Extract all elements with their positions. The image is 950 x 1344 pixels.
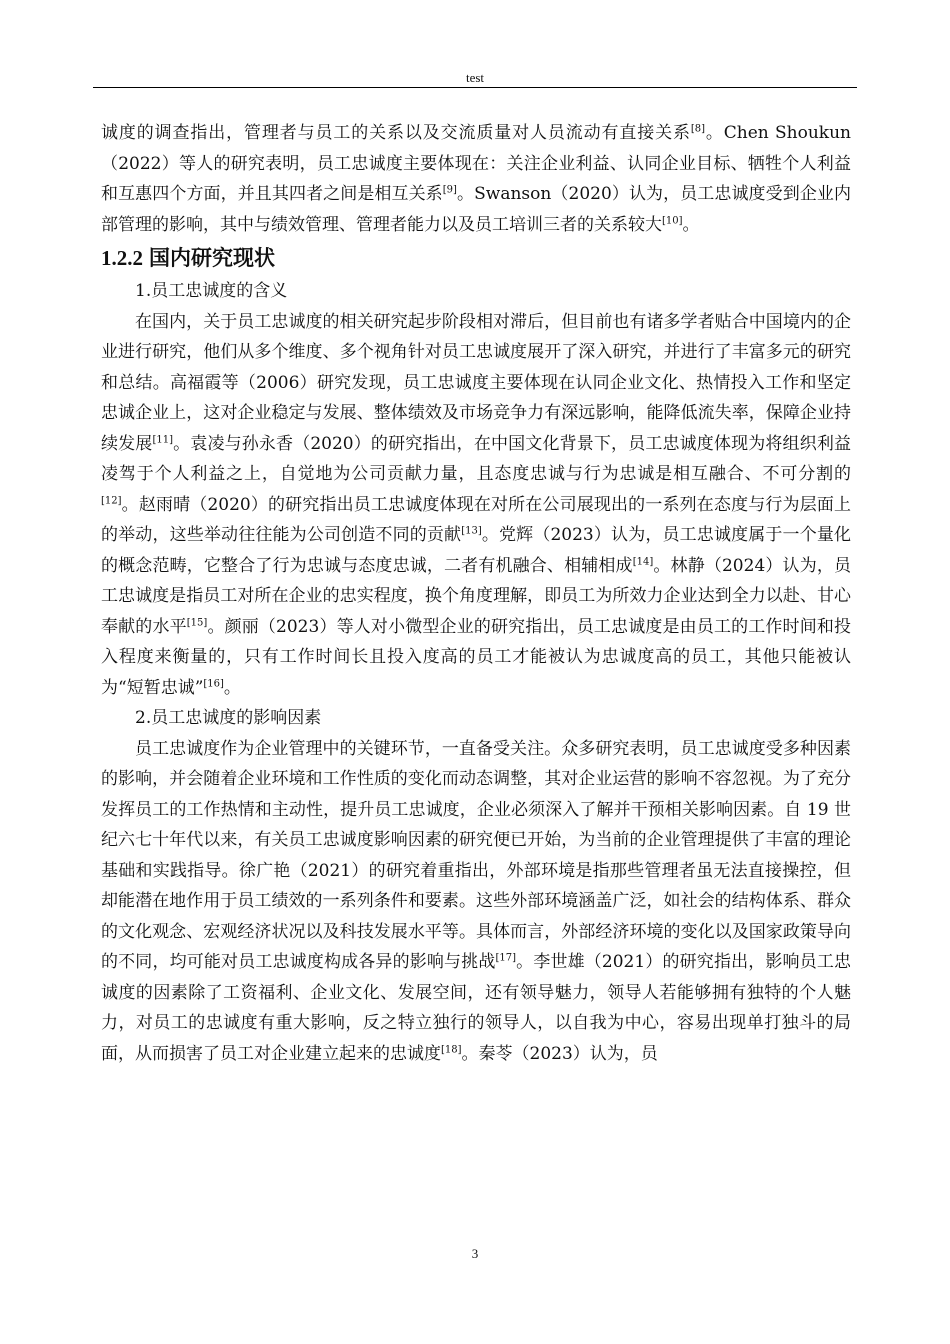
text-run: 。党辉（2023）认为，员工忠诚度属于一个量化的概念范畴，它整合了行为忠诚与态度忠诚，二者有机融合、相辅相成 bbox=[101, 525, 852, 576]
text-run: 诚度的调查指出，管理者与员工的关系以及交流质量对人员流动有直接关系 bbox=[101, 123, 691, 143]
text-run: 员工忠诚度作为企业管理中的关键环节，一直备受关注。众多研究表明，员工忠诚度受多种因素的影响，并会随着企业环境和工作性质的变化而动态调整，其对企业运营的影响不容忽视。为了充分发挥员工的工作热情和主动性，提升员工忠诚度，企业必须深入了解并干预相关影响因素。自 19 世纪六七十年代以来，有关员工忠诚度影响因素的研究便已开始，为当前的企业管理提供了丰富的理论基础和实践指导。徐广艳（2021）的研究着重指出，外部环境是指那些管理者虽无法直接操控，但却能潜在地作用于员工绩效的一系列条件和要素。这些外部环境涵盖广泛，如社会的结构体系、群众的文化观念、宏观经济状况以及科技发展水平等。具体而言，外部经济环境的变化以及国家政策导向的不同，均可能对员工忠诚度构成各异的影响与挑战 bbox=[101, 738, 851, 972]
text-run: 。李世雄（2021）的研究指出，影响员工忠诚度的因素除了工资福利、企业文化、发展空间，还有领导魅力，领导人若能够拥有独特的个人魅力，对员工的忠诚度有重大影响，反之特立独行的领导人，以自我为中心，容易出现单打独斗的局面，从而损害了员工对企业建立起来的忠诚度 bbox=[101, 952, 852, 1064]
citation: [12] bbox=[101, 494, 122, 506]
text-run: 。Swanson（2020）认为，员工忠诚度受到企业内部管理的影响，其中与绩效管理、管理者能力以及员工培训三者的关系较大 bbox=[101, 184, 852, 235]
citation: [16] bbox=[203, 677, 224, 689]
page-header: test bbox=[465, 70, 485, 85]
meaning-paragraph bbox=[101, 307, 851, 704]
citation: [17] bbox=[495, 952, 517, 964]
section-title: 国内研究现状 bbox=[149, 246, 275, 270]
citation: [15] bbox=[186, 616, 208, 628]
factors-paragraph bbox=[101, 734, 851, 1070]
text-run: 。林静（2024）认为，员工忠诚度是指员工对所在企业的忠实程度，换个角度理解，即员工为所效力企业达到全力以赴、甘心奉献的水平 bbox=[101, 555, 852, 637]
text-run: 。 bbox=[223, 677, 241, 698]
body-text bbox=[101, 118, 851, 1069]
citation: [18] bbox=[441, 1043, 462, 1055]
page-number: 3 bbox=[471, 1246, 479, 1261]
text-run: 。 bbox=[682, 214, 700, 235]
citation: [9] bbox=[442, 184, 457, 196]
citation: [14] bbox=[632, 555, 654, 567]
citation: [8] bbox=[690, 123, 706, 135]
citation: [10] bbox=[662, 214, 683, 226]
text-run: 。颜丽（2023）等人对小微型企业的研究指出，员工忠诚度是由员工的工作时间和投入程度来衡量的，只有工作时间长且投入度高的员工才能被认为忠诚度高的员工，其他只能被认为“短暂忠诚” bbox=[101, 616, 852, 698]
citation: [13] bbox=[461, 525, 482, 537]
text-run: 。Chen Shoukun（2022）等人的研究表明，员工忠诚度主要体现在：关注企业利益、认同企业目标、牺牲个人利益和互惠四个方面，并且其四者之间是相互关系 bbox=[101, 123, 851, 204]
section-heading bbox=[101, 240, 851, 276]
text-run: 。袁凌与孙永香（2020）的研究指出，在中国文化背景下，员工忠诚度体现为将组织利益凌驾于个人利益之上，自觉地为公司贡献力量，且态度忠诚与行为忠诚是相互融合、不可分割的 bbox=[101, 433, 852, 484]
citation: [11] bbox=[152, 433, 173, 445]
header-rule bbox=[93, 87, 857, 88]
text-run: 。赵雨晴（2020）的研究指出员工忠诚度体现在对所在公司展现出的一系列在态度与行为层面上的举动，这些举动往往能为公司创造不同的贡献 bbox=[101, 494, 851, 545]
section-number: 1.2.2 bbox=[101, 246, 143, 270]
text-run: 在国内，关于员工忠诚度的相关研究起步阶段相对滞后，但目前也有诸多学者贴合中国境内的企业进行研究，他们从多个维度、多个视角针对员工忠诚度展开了深入研究，并进行了丰富多元的研究和总结。高福霞等（2006）研究发现，员工忠诚度主要体现在认同企业文化、热情投入工作和坚定忠诚企业上，这对企业稳定与发展、整体绩效及市场竞争力有深远影响，能降低流失率，保障企业持续发展 bbox=[101, 311, 851, 454]
subheading-factors: 2.员工忠诚度的影响因素 bbox=[135, 708, 322, 728]
text-run: 。秦苓（2023）认为，员 bbox=[461, 1043, 658, 1064]
subheading-meaning: 1.员工忠诚度的含义 bbox=[135, 281, 288, 301]
intro-paragraph bbox=[101, 118, 851, 240]
